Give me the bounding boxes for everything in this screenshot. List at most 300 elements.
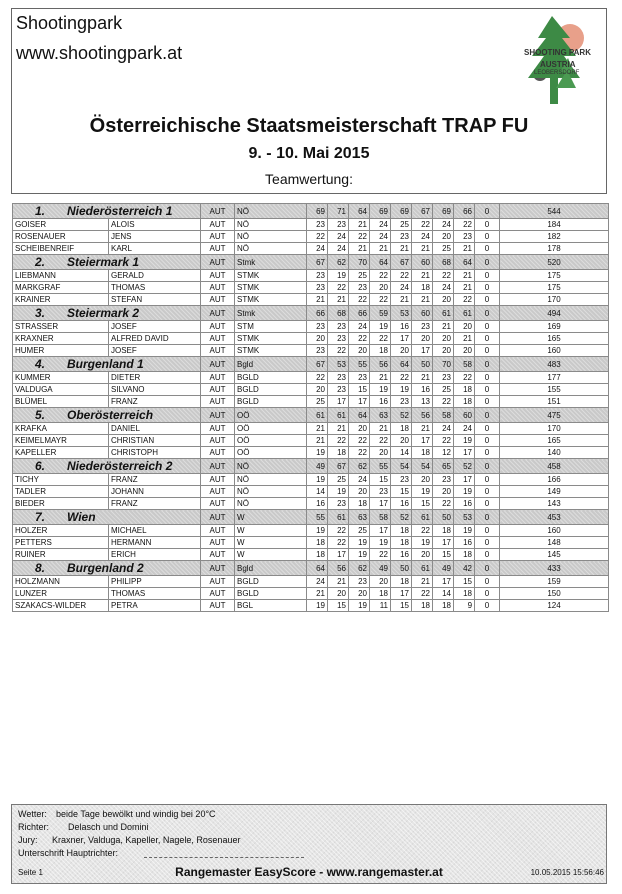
shooter-row (13, 435, 609, 447)
shooter-first-name: JOSEF (109, 321, 201, 333)
team-total: 453 (500, 510, 609, 525)
site-name: Shootingpark (16, 13, 123, 33)
shooter-first-name: ALOIS (109, 219, 201, 231)
shooter-first-name: THOMAS (109, 282, 201, 294)
team-nation: AUT (201, 357, 235, 372)
team-name: Burgenland 2 (67, 560, 144, 575)
site-url: www.shootingpark.at (16, 43, 183, 63)
shooter-round-score: 21 (370, 372, 391, 384)
shooter-region: OÖ (235, 447, 307, 459)
shooter-round-score: 22 (370, 333, 391, 345)
team-region: Bgld (235, 561, 307, 576)
shooter-region: W (235, 537, 307, 549)
shooter-round-score: 18 (370, 588, 391, 600)
team-round-score: 61 (412, 561, 433, 576)
shooter-round-score: 17 (412, 345, 433, 357)
team-name: Oberösterreich (67, 407, 154, 422)
team-total: 483 (500, 357, 609, 372)
shooter-round-score: 14 (307, 486, 328, 498)
shooter-total: 155 (500, 384, 609, 396)
team-region: Stmk (235, 306, 307, 321)
shooter-round-score: 23 (433, 372, 454, 384)
shooter-round-score: 23 (391, 231, 412, 243)
signature-label: Unterschrift Hauptrichter: (18, 848, 119, 858)
shooter-region: BGLD (235, 588, 307, 600)
shooter-nation: AUT (201, 447, 235, 459)
shooter-round-score: 21 (412, 270, 433, 282)
shooter-round-score: 18 (307, 537, 328, 549)
shooter-region: OÖ (235, 435, 307, 447)
shooter-round-score: 18 (454, 396, 475, 408)
shooter-round-score: 21 (307, 423, 328, 435)
shooter-region: NÖ (235, 231, 307, 243)
team-round-score: 61 (328, 510, 349, 525)
shooter-first-name: PETRA (109, 600, 201, 612)
shooter-region: STMK (235, 333, 307, 345)
shooter-last-name: KAPELLER (13, 447, 109, 459)
shooter-round-score: 22 (349, 447, 370, 459)
shooter-round-score: 23 (328, 219, 349, 231)
shooter-first-name: GERALD (109, 270, 201, 282)
shooter-round-score: 23 (349, 576, 370, 588)
shooter-total: 160 (500, 345, 609, 357)
team-round-score: 55 (349, 357, 370, 372)
shooter-round-score: 24 (307, 243, 328, 255)
shooter-round-score: 14 (391, 447, 412, 459)
shooter-round-score: 20 (433, 333, 454, 345)
team-rank: 7. (35, 509, 46, 524)
shooter-round-score: 17 (370, 498, 391, 510)
shooter-round-score: 21 (370, 243, 391, 255)
team-row (13, 510, 609, 525)
shooter-nation: AUT (201, 231, 235, 243)
team-name: Niederösterreich 1 (67, 203, 173, 218)
shooter-round-score: 21 (412, 294, 433, 306)
shooter-round-score: 25 (307, 396, 328, 408)
shooter-first-name: STEFAN (109, 294, 201, 306)
shooter-round-score: 21 (370, 423, 391, 435)
team-round-score: 64 (349, 204, 370, 219)
shooter-total: 178 (500, 243, 609, 255)
shooter-row (13, 321, 609, 333)
shooter-first-name: ERICH (109, 549, 201, 561)
shooter-nation: AUT (201, 435, 235, 447)
team-extra: 0 (475, 408, 500, 423)
shooter-last-name: KRAXNER (13, 333, 109, 345)
team-round-score: 52 (454, 459, 475, 474)
shooter-round-score: 20 (370, 447, 391, 459)
shooter-region: STMK (235, 294, 307, 306)
team-nation: AUT (201, 408, 235, 423)
shooter-round-score: 18 (349, 498, 370, 510)
shooter-round-score: 19 (391, 384, 412, 396)
shooter-row (13, 372, 609, 384)
shooter-round-score: 23 (328, 333, 349, 345)
shooter-region: NÖ (235, 498, 307, 510)
shooter-round-score: 17 (391, 333, 412, 345)
shooter-round-score: 19 (412, 486, 433, 498)
shooter-round-score: 23 (454, 231, 475, 243)
team-nation: AUT (201, 204, 235, 219)
shooter-last-name: TADLER (13, 486, 109, 498)
shooter-row (13, 447, 609, 459)
team-row (13, 306, 609, 321)
shooter-round-score: 19 (370, 537, 391, 549)
shooter-row (13, 384, 609, 396)
shooter-round-score: 25 (433, 243, 454, 255)
team-region: Stmk (235, 255, 307, 270)
team-round-score: 67 (328, 459, 349, 474)
shooter-region: NÖ (235, 474, 307, 486)
shooter-nation: AUT (201, 294, 235, 306)
shooter-round-score: 25 (328, 474, 349, 486)
shooter-round-score: 22 (349, 294, 370, 306)
shooter-last-name: VALDUGA (13, 384, 109, 396)
shooter-region: NÖ (235, 243, 307, 255)
shooter-round-score: 11 (370, 600, 391, 612)
team-region: NÖ (235, 204, 307, 219)
team-round-score: 61 (454, 306, 475, 321)
shooter-first-name: ALFRED DAVID (109, 333, 201, 345)
shooter-last-name: ROSENAUER (13, 231, 109, 243)
shooter-last-name: KRAFKA (13, 423, 109, 435)
jury-value: Kraxner, Valduga, Kapeller, Nagele, Rosenauer (52, 835, 241, 845)
shooter-nation: AUT (201, 333, 235, 345)
shooter-extra: 0 (475, 219, 500, 231)
shooter-extra: 0 (475, 372, 500, 384)
document-footer (11, 804, 607, 884)
shooter-round-score: 20 (349, 588, 370, 600)
shooter-first-name: MICHAEL (109, 525, 201, 537)
shooter-nation: AUT (201, 219, 235, 231)
shooter-round-score: 15 (370, 474, 391, 486)
shooter-last-name: MARKGRAF (13, 282, 109, 294)
shooter-extra: 0 (475, 243, 500, 255)
shooter-first-name: PHILIPP (109, 576, 201, 588)
shooter-region: BGLD (235, 396, 307, 408)
shooter-round-score: 17 (454, 474, 475, 486)
shooter-total: 170 (500, 294, 609, 306)
shooter-round-score: 15 (328, 600, 349, 612)
shooter-round-score: 16 (307, 498, 328, 510)
team-extra: 0 (475, 459, 500, 474)
shooter-region: BGLD (235, 576, 307, 588)
shooter-nation: AUT (201, 525, 235, 537)
team-round-score: 55 (370, 459, 391, 474)
shooter-total: 165 (500, 435, 609, 447)
shooter-last-name: GOISER (13, 219, 109, 231)
referee-value: Delasch und Domini (68, 822, 149, 832)
shooter-round-score: 22 (412, 219, 433, 231)
shooter-nation: AUT (201, 396, 235, 408)
team-name: Steiermark 2 (67, 305, 140, 320)
shooter-nation: AUT (201, 600, 235, 612)
shooter-nation: AUT (201, 576, 235, 588)
team-round-score: 49 (370, 561, 391, 576)
shooter-round-score: 24 (433, 219, 454, 231)
shooter-round-score: 22 (370, 294, 391, 306)
signature-line (144, 857, 304, 858)
jury-label: Jury: (18, 835, 38, 845)
referee-label: Richter: (18, 822, 50, 832)
shooter-total: 140 (500, 447, 609, 459)
shooter-round-score: 18 (433, 525, 454, 537)
shooter-round-score: 21 (454, 243, 475, 255)
shooter-round-score: 19 (307, 600, 328, 612)
shooter-round-score: 22 (307, 231, 328, 243)
event-date: 9. - 10. Mai 2015 (248, 145, 370, 162)
shooter-extra: 0 (475, 549, 500, 561)
shooter-row (13, 576, 609, 588)
shooter-extra: 0 (475, 525, 500, 537)
team-extra: 0 (475, 510, 500, 525)
page-number: Seite 1 (18, 868, 43, 877)
shooter-round-score: 19 (349, 600, 370, 612)
shooter-row (13, 474, 609, 486)
shooter-first-name: SILVANO (109, 384, 201, 396)
shooter-nation: AUT (201, 270, 235, 282)
shooter-round-score: 16 (454, 537, 475, 549)
team-round-score: 56 (328, 561, 349, 576)
team-round-score: 64 (370, 255, 391, 270)
shooter-round-score: 22 (412, 525, 433, 537)
shooter-round-score: 24 (370, 231, 391, 243)
shooter-extra: 0 (475, 333, 500, 345)
shooter-last-name: LUNZER (13, 588, 109, 600)
shooter-last-name: BLÜMEL (13, 396, 109, 408)
shooter-round-score: 24 (433, 423, 454, 435)
shooter-round-score: 17 (328, 396, 349, 408)
logo-line-2: AUSTRIA (540, 60, 576, 69)
shooter-first-name: DANIEL (109, 423, 201, 435)
team-round-score: 54 (412, 459, 433, 474)
team-round-score: 64 (307, 561, 328, 576)
shooter-round-score: 21 (412, 576, 433, 588)
weather-label: Wetter: (18, 809, 47, 819)
shooter-last-name: SZAKACS-WILDER (13, 600, 109, 612)
team-round-score: 67 (391, 255, 412, 270)
team-round-score: 64 (454, 255, 475, 270)
shooter-nation: AUT (201, 549, 235, 561)
software-brand: Rangemaster EasyScore - www.rangemaster.at (175, 865, 443, 879)
team-rank: 3. (35, 305, 46, 320)
shooter-round-score: 20 (307, 333, 328, 345)
team-round-score: 71 (328, 204, 349, 219)
team-round-score: 50 (391, 561, 412, 576)
team-round-score: 66 (454, 204, 475, 219)
shooter-round-score: 22 (328, 345, 349, 357)
shooter-first-name: DIETER (109, 372, 201, 384)
shooter-row (13, 588, 609, 600)
shooter-round-score: 22 (370, 549, 391, 561)
shooter-round-score: 19 (349, 537, 370, 549)
shooter-last-name: RUINER (13, 549, 109, 561)
shooter-first-name: THOMAS (109, 588, 201, 600)
shooter-round-score: 20 (433, 486, 454, 498)
shooter-round-score: 21 (307, 588, 328, 600)
shooter-round-score: 15 (391, 486, 412, 498)
shooter-round-score: 22 (391, 372, 412, 384)
shooter-row (13, 549, 609, 561)
shooter-round-score: 20 (370, 576, 391, 588)
shooter-round-score: 23 (328, 384, 349, 396)
team-round-score: 42 (454, 561, 475, 576)
shooter-round-score: 22 (454, 294, 475, 306)
team-extra: 0 (475, 306, 500, 321)
team-round-score: 52 (391, 408, 412, 423)
team-round-score: 61 (328, 408, 349, 423)
shooter-round-score: 22 (433, 498, 454, 510)
team-round-score: 58 (433, 408, 454, 423)
shooter-region: NÖ (235, 486, 307, 498)
shooter-total: 151 (500, 396, 609, 408)
shooter-round-score: 23 (307, 219, 328, 231)
team-round-score: 67 (412, 204, 433, 219)
team-round-score: 54 (391, 459, 412, 474)
team-round-score: 67 (307, 255, 328, 270)
shooter-total: 165 (500, 333, 609, 345)
shooter-total: 182 (500, 231, 609, 243)
shooter-round-score: 24 (307, 576, 328, 588)
shooter-total: 124 (500, 600, 609, 612)
shooter-total: 160 (500, 525, 609, 537)
shooter-round-score: 20 (307, 384, 328, 396)
shooter-row (13, 600, 609, 612)
shooter-row (13, 486, 609, 498)
team-row (13, 561, 609, 576)
shooter-round-score: 13 (412, 396, 433, 408)
team-region: Bgld (235, 357, 307, 372)
shooter-extra: 0 (475, 588, 500, 600)
team-round-score: 69 (391, 204, 412, 219)
shooter-extra: 0 (475, 345, 500, 357)
shooter-total: 184 (500, 219, 609, 231)
team-name-cell (13, 459, 201, 474)
team-rank: 6. (35, 458, 46, 473)
shooter-extra: 0 (475, 270, 500, 282)
shooter-round-score: 19 (307, 447, 328, 459)
shooter-round-score: 25 (391, 219, 412, 231)
shooter-round-score: 19 (412, 537, 433, 549)
shooter-round-score: 19 (454, 435, 475, 447)
shooter-round-score: 16 (454, 498, 475, 510)
team-round-score: 64 (391, 357, 412, 372)
team-total: 475 (500, 408, 609, 423)
logo-line-1: SHOOTING PARK (524, 48, 591, 57)
shooter-round-score: 20 (349, 486, 370, 498)
shooter-first-name: KARL (109, 243, 201, 255)
shooter-round-score: 15 (391, 600, 412, 612)
shooter-round-score: 21 (328, 294, 349, 306)
shooter-round-score: 22 (328, 282, 349, 294)
team-round-score: 50 (433, 510, 454, 525)
shooter-round-score: 23 (433, 474, 454, 486)
team-rank: 1. (35, 203, 46, 218)
shooter-region: W (235, 525, 307, 537)
shooter-round-score: 21 (454, 333, 475, 345)
shooter-round-score: 23 (412, 321, 433, 333)
team-total: 494 (500, 306, 609, 321)
shooter-round-score: 22 (454, 372, 475, 384)
shooter-last-name: LIEBMANN (13, 270, 109, 282)
shooter-round-score: 24 (328, 243, 349, 255)
shooter-row (13, 282, 609, 294)
shooter-round-score: 23 (370, 486, 391, 498)
shooter-round-score: 25 (433, 384, 454, 396)
team-name-cell (13, 306, 201, 321)
document-header (11, 8, 607, 194)
shooter-round-score: 20 (454, 345, 475, 357)
team-round-score: 49 (433, 561, 454, 576)
shooter-round-score: 22 (349, 435, 370, 447)
shooter-round-score: 22 (349, 333, 370, 345)
shooter-extra: 0 (475, 537, 500, 549)
shooter-region: BGLD (235, 372, 307, 384)
team-name-cell (13, 510, 201, 525)
shooter-round-score: 17 (412, 435, 433, 447)
shooter-row (13, 333, 609, 345)
shooter-round-score: 22 (328, 525, 349, 537)
team-nation: AUT (201, 561, 235, 576)
team-round-score: 69 (433, 204, 454, 219)
shooter-round-score: 19 (454, 486, 475, 498)
shooter-round-score: 23 (307, 270, 328, 282)
shooter-total: 175 (500, 270, 609, 282)
shooter-extra: 0 (475, 435, 500, 447)
team-round-score: 58 (370, 510, 391, 525)
shooter-round-score: 24 (328, 231, 349, 243)
shooter-total: 177 (500, 372, 609, 384)
shooter-total: 149 (500, 486, 609, 498)
shooter-round-score: 20 (349, 423, 370, 435)
team-round-score: 61 (307, 408, 328, 423)
shooter-first-name: FRANZ (109, 396, 201, 408)
shooter-nation: AUT (201, 423, 235, 435)
team-nation: AUT (201, 510, 235, 525)
shooter-first-name: CHRISTIAN (109, 435, 201, 447)
shooter-extra: 0 (475, 423, 500, 435)
shooter-extra: 0 (475, 600, 500, 612)
shooter-round-score: 23 (349, 372, 370, 384)
shooter-round-score: 21 (391, 243, 412, 255)
shooter-nation: AUT (201, 372, 235, 384)
shooter-round-score: 22 (412, 588, 433, 600)
team-round-score: 61 (433, 306, 454, 321)
shooter-region: NÖ (235, 219, 307, 231)
team-region: OÖ (235, 408, 307, 423)
team-name-cell (13, 204, 201, 219)
shooter-last-name: KRAINER (13, 294, 109, 306)
team-nation: AUT (201, 255, 235, 270)
shooter-round-score: 21 (391, 294, 412, 306)
team-round-score: 60 (454, 408, 475, 423)
team-nation: AUT (201, 306, 235, 321)
shooter-round-score: 17 (391, 588, 412, 600)
shooter-nation: AUT (201, 243, 235, 255)
shooter-round-score: 20 (370, 282, 391, 294)
shootingpark-logo (510, 12, 604, 110)
shooter-round-score: 23 (391, 396, 412, 408)
shooter-row (13, 525, 609, 537)
shooter-round-score: 20 (412, 549, 433, 561)
shooter-round-score: 21 (454, 282, 475, 294)
shooter-region: STMK (235, 345, 307, 357)
shooter-round-score: 17 (433, 576, 454, 588)
shooter-region: STMK (235, 282, 307, 294)
team-round-score: 60 (412, 306, 433, 321)
team-round-score: 60 (412, 255, 433, 270)
shooter-round-score: 24 (433, 282, 454, 294)
